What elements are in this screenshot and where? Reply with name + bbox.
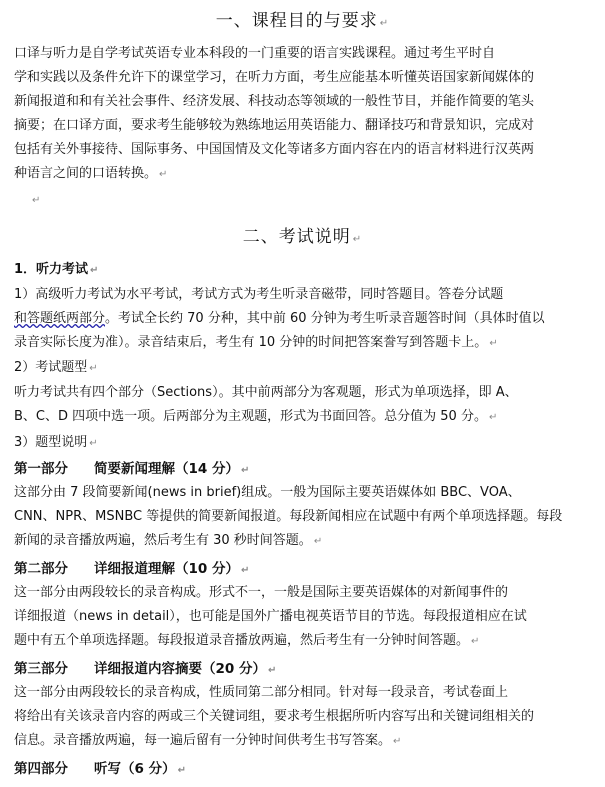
section-1-line-3: 新闻报道和和有关社会事件、经济发展、科技动态等领域的一般性节目，并能作简要的笔头 [14,94,535,109]
part-2-line-2: 详细报道（news in detail），也可能是国外广播电视英语节目的节选。每段报道相应在试 [14,609,527,624]
part-1-heading: 第一部分 简要新闻理解（14 分） ↵ [14,461,250,477]
section-1-line-1: 口译与听力是自学考试英语专业本科段的一门重要的语言实践课程。通过考生平时自 [14,46,496,61]
listening-exam-heading: 1．听力考试 ↵ [14,262,99,277]
part-3-line-3: 信息。录音播放两遍，每一遍后留有一分钟时间供考生书写答案。 ↵ [14,733,402,748]
part-2-heading: 第二部分 详细报道理解（10 分） ↵ [14,561,250,577]
part-3-line-1: 这一部分由两段较长的录音构成，性质同第二部分相同。针对每一段录音，考试卷面上 [14,685,509,700]
section-1-title: 一、课程目的与要求 ↵ [215,11,390,31]
section-2-title: 二、考试说明 ↵ [242,227,363,247]
item-3-label: 3）题型说明 ↵ [14,435,98,450]
part-3-heading: 第三部分 详细报道内容摘要（20 分） ↵ [14,661,277,677]
section-1-line-2: 学和实践以及条件允许下的课堂学习，在听力方面，考生应能基本听懂英语国家新闻媒体的 [14,70,535,85]
item-2-line-2: B、C、D 四项中选一项。后两部分为主观题，形式为书面回答。总分值为 50 分。 ↵ [14,409,498,424]
section-1-line-6: 种语言之间的口语转换。 ↵ [14,166,168,181]
section-1-title-text: 一、课程目的与要求 [215,11,378,31]
part-2-line-1: 这一部分由两段较长的录音构成。形式不一，一般是国际主要英语媒体的对新闻事件的 [14,585,509,600]
part-1-line-3: 新闻的录音播放两遍，然后考生有 30 秒时间答题。 ↵ [14,533,323,548]
part-1-line-2: CNN、NPR、MSNBC 等提供的简要新闻报道。每段新闻相应在试题中有两个单项选择题。每段 [14,509,563,524]
part-3-line-2: 将给出有关该录音内容的两或三个关键词组，要求考生根据所听内容写出和关键词组相关的 [14,709,535,724]
item-1-line-3: 录音实际长度为准）。录音结束后，考生有 10 分钟的时间把答案誊写到答题卡上。 ↵ [14,335,498,350]
section-2-title-text: 二、考试说明 [242,227,351,247]
part-2-line-3: 题中有五个单项选择题。每段报道录音播放两遍，然后考生有一分钟时间答题。 ↵ [14,633,480,648]
item-1-line-1: 1）高级听力考试为水平考试，考试方式为考生听录音磁带，同时答题目。答卷分试题 [14,287,504,302]
part-1-line-1: 这部分由 7 段简要新闻(news in brief)组成。一般为国际主要英语媒体如 BBC、VOA、 [14,485,521,500]
item-2-label: 2）考试题型 ↵ [14,360,98,375]
part-4-heading: 第四部分 听写（6 分） ↵ [14,761,186,777]
section-1-line-5: 包括有关外事接待、国际事务、中国国情及文化等诸多方面内容在内的语言材料进行汉英两 [14,142,535,157]
section-1-line-4: 摘要；在口译方面，要求考生能够较为熟练地运用英语能力、翻译技巧和背景知识，完成对 [14,118,535,133]
blank-line: ↵ [32,195,41,206]
item-1-line-2: 和答题纸两部分。考试全长约 70 分种，其中前 60 分钟为考生听录音题答时间（具体时值以 [14,311,545,326]
item-2-line-1: 听力考试共有四个部分（Sections）。其中前两部分为客观题，形式为单项选择，即 A、 [14,385,518,400]
